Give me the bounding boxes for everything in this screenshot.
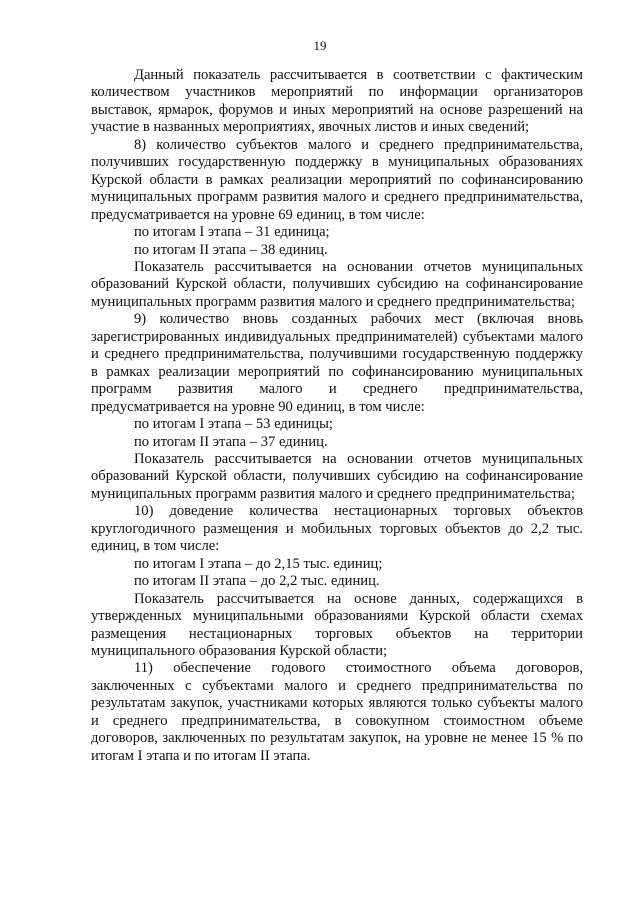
stage-item: по итогам I этапа – до 2,15 тыс. единиц; bbox=[134, 555, 383, 572]
paragraph-calculation-basis: Показатель рассчитывается на основе данных, содержащихся в утвержденных муниципальными образованиями Курской области схемах размещения нестационарных торговых объектов на территории муниципального образования Курской области; bbox=[91, 590, 583, 659]
paragraph-attendance-basis: Данный показатель рассчитывается в соответствии с фактическим количеством участников мероприятий по информации организаторов выставок, ярмарок, форумов и иных мероприятий на основе разрешений на участие в названных мероприятиях, явочных листов и иных сведений; bbox=[91, 67, 583, 136]
stage-item: по итогам I этапа – 53 единицы; bbox=[134, 416, 333, 433]
paragraph-indicator-10: 10) доведение количества нестационарных торговых объектов круглогодичного размещения и мобильных торговых объектов до 2,2 тыс. единиц, в том числе: bbox=[91, 503, 583, 555]
paragraph-calculation-basis: Показатель рассчитывается на основании отчетов муниципальных образований Курской области, получивших субсидию на софинансирование муниципальных программ развития малого и среднего предпринимательства; bbox=[91, 258, 583, 310]
stage-item: по итогам II этапа – 38 единиц. bbox=[134, 241, 328, 258]
paragraph-indicator-9: 9) количество вновь созданных рабочих мест (включая вновь зарегистрированных индивидуальных предпринимателей) субъектами малого и среднего предпринимательства, получившими государственную поддержку в рамках реализации мероприятий по софинансированию муниципальных программ развития малого и среднего предпринимательства, предусматривается на уровне 90 единиц, в том числе: bbox=[91, 311, 583, 415]
paragraph-indicator-8: 8) количество субъектов малого и среднего предпринимательства, получивших государственную поддержку в муниципальных образованиях Курской области в рамках реализации мероприятий по софинансированию муниципальных программ развития малого и среднего предпринимательства, предусматривается на уровне 69 единиц, в том числе: bbox=[91, 136, 583, 223]
paragraph-indicator-11: 11) обеспечение годового стоимостного объема договоров, заключенных с субъектами малого и среднего предпринимательства по результатам закупок, участниками которых являются только субъекты малого и среднего предпринимательства, в совокупном стоимостном объеме договоров, заключенных по результатам закупок, на уровне не менее 15 % по итогам I этапа и по итогам II этапа. bbox=[91, 660, 583, 764]
page-number: 19 bbox=[313, 38, 327, 53]
stage-item: по итогам II этапа – 37 единиц. bbox=[134, 433, 328, 450]
stage-item: по итогам I этапа – 31 единица; bbox=[134, 224, 330, 241]
paragraph-calculation-basis: Показатель рассчитывается на основании отчетов муниципальных образований Курской области, получивших субсидию на софинансирование муниципальных программ развития малого и среднего предпринимательства; bbox=[91, 450, 583, 502]
stage-item: по итогам II этапа – до 2,2 тыс. единиц. bbox=[134, 573, 380, 590]
document-body bbox=[91, 67, 583, 765]
